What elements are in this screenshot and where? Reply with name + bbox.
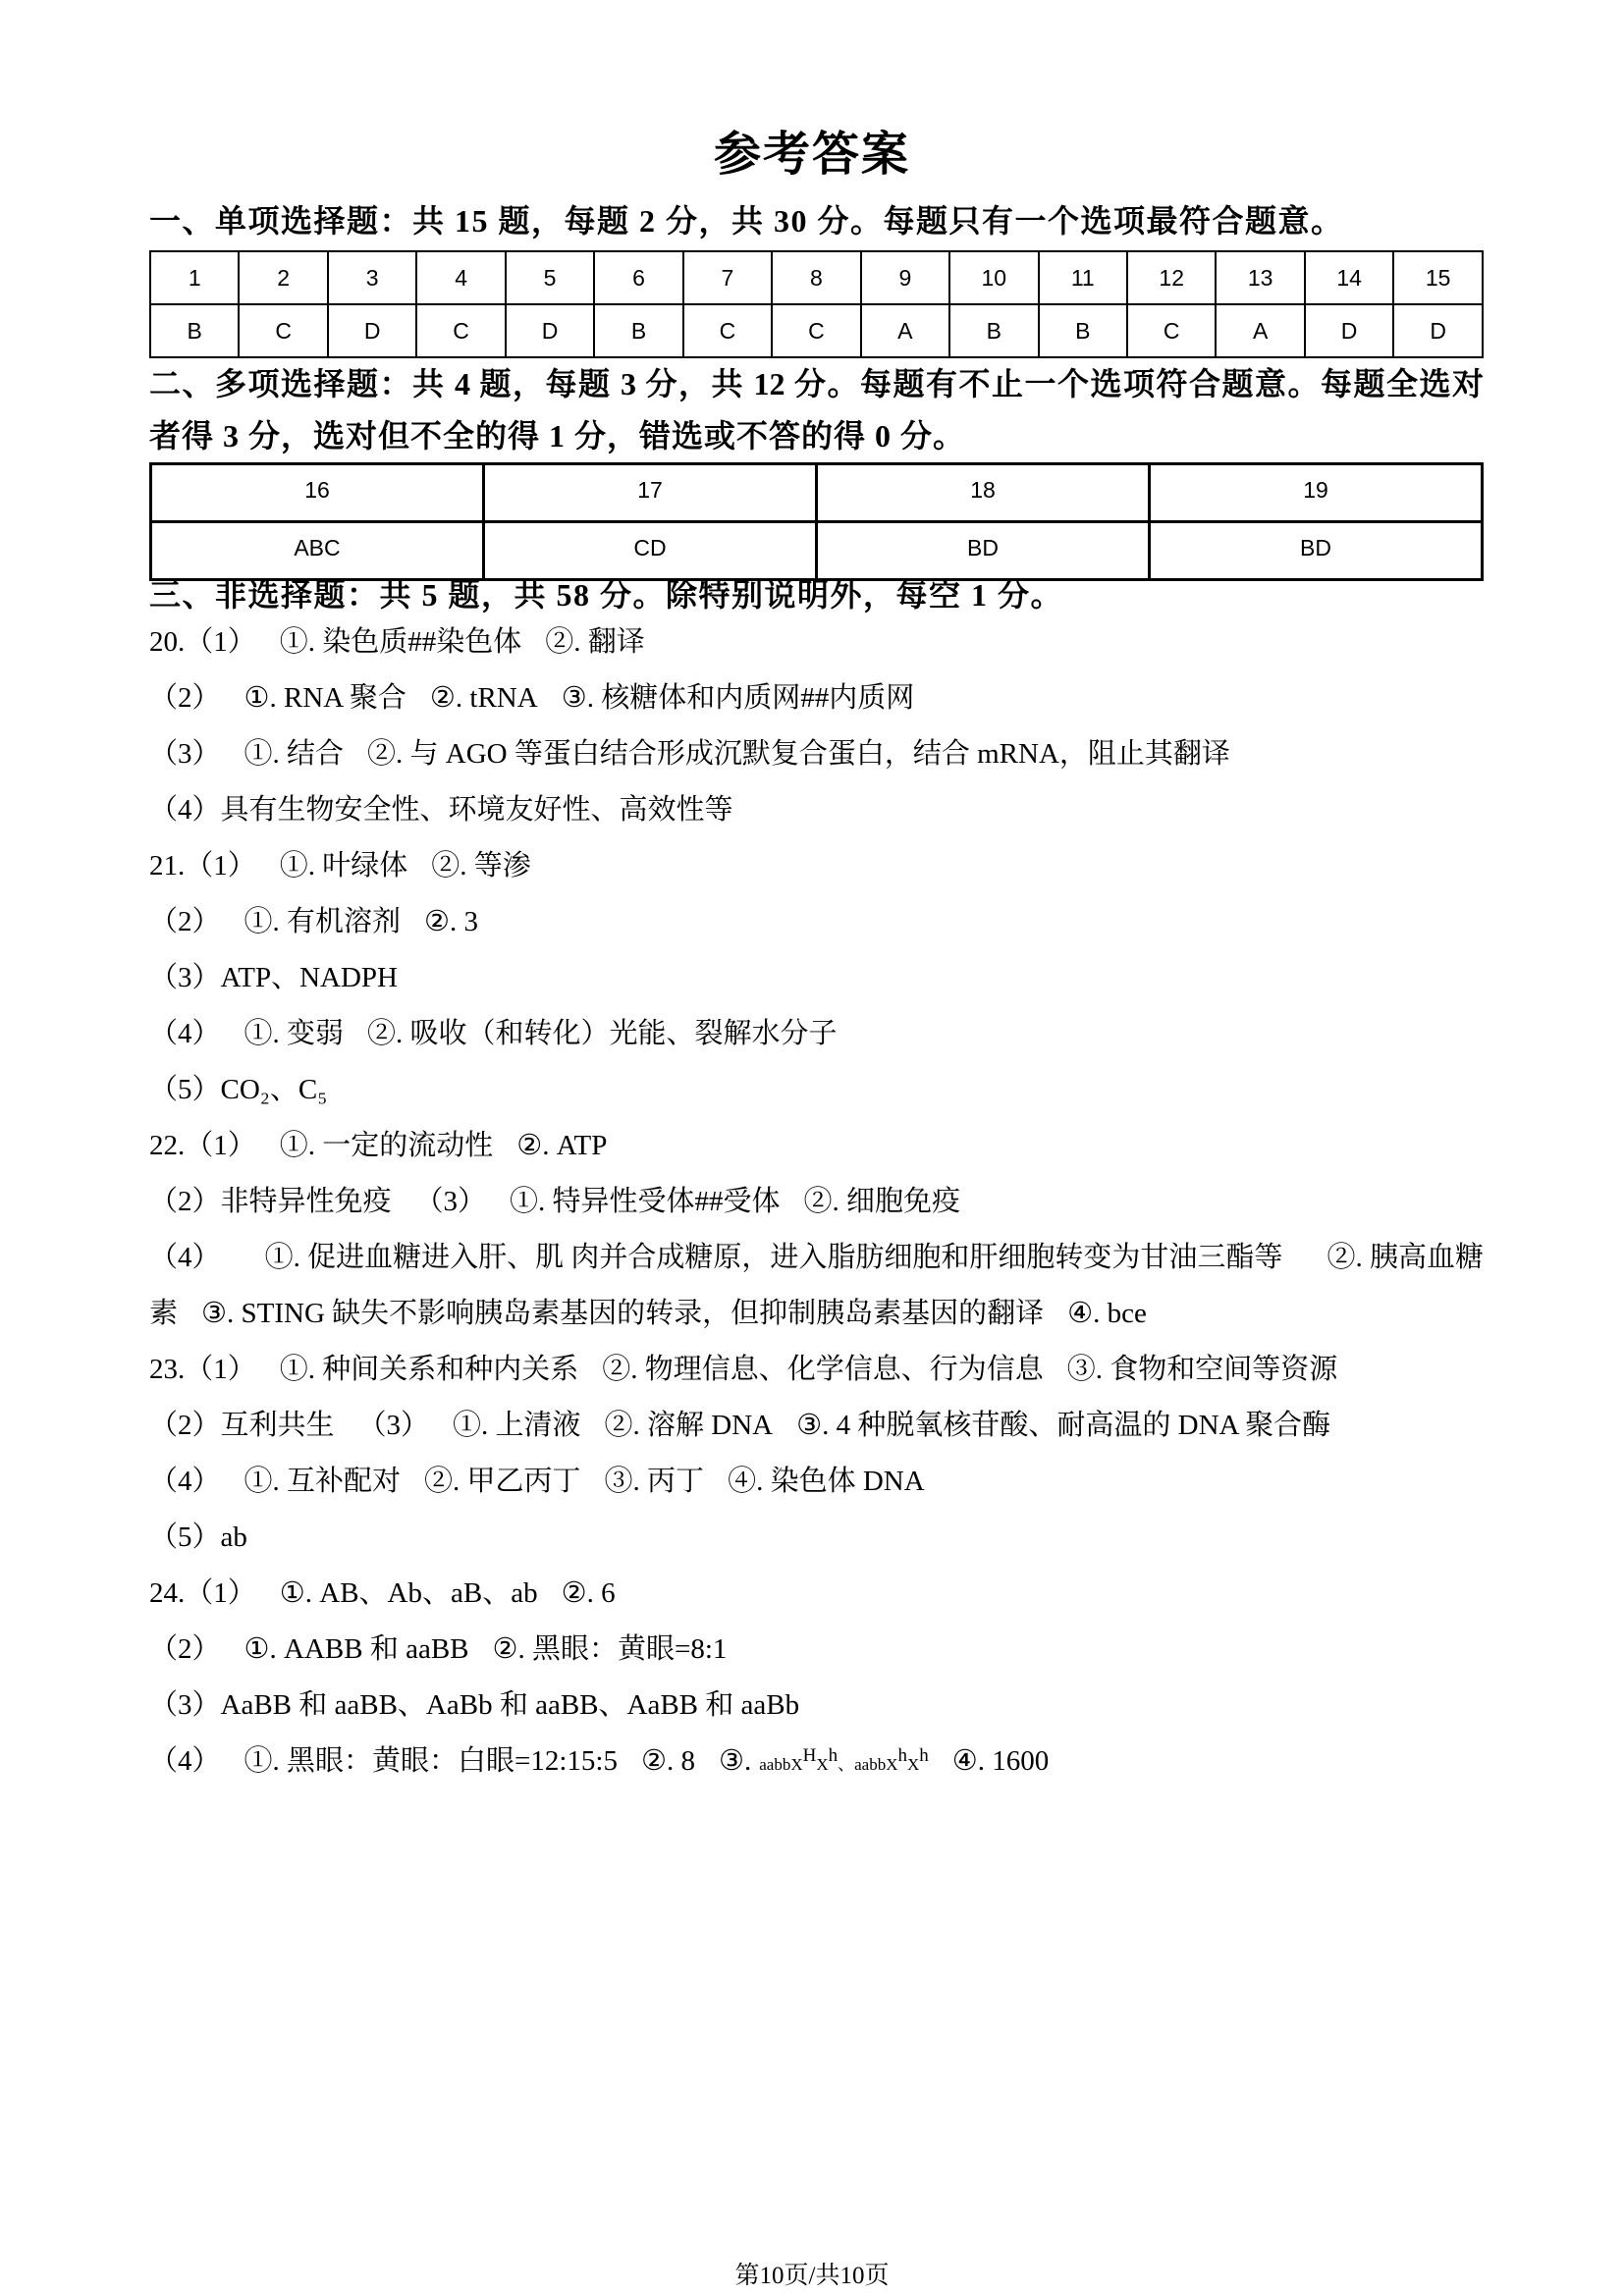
answer-item: ②. 翻译 <box>545 626 645 658</box>
answer-item: （4） <box>149 1242 221 1273</box>
answer-cell: D <box>328 304 416 357</box>
answer-item: ①. 互补配对 <box>244 1466 402 1497</box>
single-choice-answer-table <box>149 250 1484 358</box>
genotype-base: X <box>907 1755 920 1774</box>
answer-line <box>149 1566 1484 1622</box>
answer-item: （3） <box>149 738 221 770</box>
answer-item: （2）互利共生 <box>149 1410 335 1441</box>
question-number: 16 <box>151 464 484 522</box>
answer-line <box>149 1230 1484 1286</box>
answer-line <box>149 1342 1484 1398</box>
answer-item: （4） <box>149 1466 221 1497</box>
answer-item: ①. 变弱 <box>244 1018 345 1049</box>
question-number: 11 <box>1039 251 1127 304</box>
answer-item: ②. 胰高血糖 <box>1326 1242 1484 1273</box>
genotype-allele: h <box>828 1745 839 1766</box>
answer-cell: B <box>1039 304 1127 357</box>
answer-item: （4）具有生物安全性、环境友好性、高效性等 <box>149 794 733 826</box>
question-number-row <box>151 464 1483 522</box>
answer-line <box>149 1622 1484 1678</box>
answer-item: ④. 染色体 DNA <box>728 1466 925 1497</box>
question-number: 15 <box>1393 251 1483 304</box>
answer-cell: C <box>772 304 860 357</box>
answer-item: ④. bce <box>1067 1298 1147 1329</box>
answer-line <box>149 782 1484 838</box>
answer-item: ①. 一定的流动性 <box>279 1130 494 1161</box>
answer-line <box>149 1118 1484 1174</box>
section-2-heading-line: 二、多项选择题：共 4 题，每题 3 分，共 12 分。每题有不止一个选项符合题意。每题全选对 <box>149 366 1484 401</box>
answer-item: （2）非特异性免疫 <box>149 1186 392 1217</box>
section-2-heading <box>149 358 1484 462</box>
answer-item: 24.（1） <box>149 1577 256 1609</box>
answer-cell: C <box>683 304 772 357</box>
answer-line <box>149 726 1484 782</box>
answer-row <box>150 304 1483 357</box>
answer-cell: C <box>416 304 505 357</box>
answer-item: ②. 溶解 DNA <box>604 1410 774 1441</box>
answer-cell: BD <box>817 522 1150 580</box>
answer-item: ③. 丙丁 <box>604 1466 705 1497</box>
answer-item: ②. ATP <box>516 1130 608 1161</box>
answer-item: ④. 1600 <box>951 1745 1050 1777</box>
genotype-answer <box>759 1745 929 1774</box>
multiple-choice-answer-table <box>149 462 1484 581</box>
question-number: 2 <box>239 251 327 304</box>
question-number: 13 <box>1216 251 1304 304</box>
answer-item: ①. 结合 <box>244 738 345 770</box>
answer-item: ②. 甲乙丙丁 <box>424 1466 581 1497</box>
answer-item: ①. 上清液 <box>453 1410 581 1441</box>
answer-item: （2） <box>149 1633 221 1665</box>
answer-item: ①. AABB 和 aaBB <box>244 1633 469 1665</box>
question-number: 10 <box>949 251 1038 304</box>
answer-line <box>149 1510 1484 1566</box>
answer-line <box>149 1398 1484 1454</box>
genotype-allele: h <box>919 1745 929 1766</box>
genotype-base: X <box>816 1755 829 1774</box>
answer-line <box>149 1174 1484 1230</box>
answer-line <box>149 894 1484 950</box>
answer-cell: C <box>239 304 327 357</box>
answer-item: （3） <box>414 1186 487 1217</box>
answer-item: ②. tRNA <box>429 682 538 714</box>
answer-item: （4） <box>149 1018 221 1049</box>
answer-cell: CD <box>484 522 817 580</box>
answer-item: ①. 染色质##染色体 <box>279 626 522 658</box>
answer-line <box>149 1454 1484 1510</box>
answer-line <box>149 950 1484 1006</box>
answer-item: ①. AB、Ab、aB、ab <box>279 1577 538 1609</box>
answer-cell: BD <box>1150 522 1483 580</box>
question-number: 1 <box>150 251 239 304</box>
answer-line <box>149 670 1484 726</box>
answer-item: ②. 吸收（和转化）光能、裂解水分子 <box>367 1018 838 1049</box>
answer-item: ①. 有机溶剂 <box>244 906 402 937</box>
page-title: 参考答案 <box>713 129 910 181</box>
section-1-heading: 一、单项选择题：共 15 题，每题 2 分，共 30 分。每题只有一个选项最符合题意。 <box>149 203 1344 239</box>
answer-line <box>149 1286 1484 1342</box>
page-footer: 第10页/共10页 <box>734 2263 890 2289</box>
answer-item: ②. 6 <box>561 1577 616 1609</box>
section-2-heading-line: 者得 3 分，选对但不全的得 1 分，错选或不答的得 0 分。 <box>149 418 966 454</box>
answer-item: ①. RNA 聚合 <box>244 682 406 714</box>
question-number: 14 <box>1305 251 1393 304</box>
answer-item: （5）ab <box>149 1522 247 1553</box>
genotype-allele: H <box>802 1745 817 1766</box>
answer-item: ②. 3 <box>424 906 479 937</box>
answer-item: ②. 物理信息、化学信息、行为信息 <box>602 1354 1044 1385</box>
question-number: 17 <box>484 464 817 522</box>
answer-line <box>149 1062 1484 1118</box>
question-number: 5 <box>506 251 594 304</box>
answer-cell: A <box>1216 304 1304 357</box>
answer-cell: B <box>150 304 239 357</box>
answer-line <box>149 1678 1484 1734</box>
question-number: 9 <box>861 251 949 304</box>
answer-item: 22.（1） <box>149 1130 256 1161</box>
answer-line <box>149 614 1484 670</box>
answer-item: 20.（1） <box>149 626 256 658</box>
answer-item: ①. 促进血糖进入肝、肌 肉并合成糖原，进入脂肪细胞和肝细胞转变为甘油三酯等 <box>264 1242 1283 1273</box>
question-number-row <box>150 251 1483 304</box>
answer-item: ③. 食物和空间等资源 <box>1066 1354 1338 1385</box>
answer-item: ①. 叶绿体 <box>279 850 408 881</box>
answer-item: （5）CO₂、C₅ <box>149 1074 328 1105</box>
question-number: 3 <box>328 251 416 304</box>
free-response-answers <box>149 614 1484 1789</box>
answer-line <box>149 838 1484 894</box>
question-number: 18 <box>817 464 1150 522</box>
answer-item: ③. STING 缺失不影响胰岛素基因的转录，但抑制胰岛素基因的翻译 <box>201 1298 1045 1329</box>
answer-item: （3）ATP、NADPH <box>149 962 398 993</box>
answer-item: ①. 特异性受体##受体 <box>510 1186 781 1217</box>
answer-item: ②. 8 <box>641 1745 695 1777</box>
question-number: 12 <box>1127 251 1216 304</box>
answer-cell: A <box>861 304 949 357</box>
answer-item: ②. 细胞免疫 <box>803 1186 961 1217</box>
answer-item: ③. 核糖体和内质网##内质网 <box>561 682 915 714</box>
answer-cell: D <box>1305 304 1393 357</box>
answer-item: （3） <box>357 1410 430 1441</box>
answer-cell: D <box>506 304 594 357</box>
question-number: 4 <box>416 251 505 304</box>
answer-item: 23.（1） <box>149 1354 256 1385</box>
answer-cell: C <box>1127 304 1216 357</box>
question-number: 19 <box>1150 464 1483 522</box>
answer-item: ②. 与 AGO 等蛋白结合形成沉默复合蛋白，结合 mRNA，阻止其翻译 <box>367 738 1230 770</box>
answer-item: （3）AaBB 和 aaBB、AaBb 和 aaBB、AaBB 和 aaBb <box>149 1689 800 1721</box>
answer-item: 21.（1） <box>149 850 256 881</box>
section-3-heading: 三、非选择题：共 5 题，共 58 分。除特别说明外，每空 1 分。 <box>149 577 1064 613</box>
answer-line <box>149 1006 1484 1062</box>
answer-cell: B <box>594 304 682 357</box>
genotype-base: 、aabbX <box>838 1755 898 1774</box>
answer-item: ②. 黑眼：黄眼=8:1 <box>492 1633 728 1665</box>
answer-item: ①. 种间关系和种内关系 <box>279 1354 579 1385</box>
answer-cell: D <box>1393 304 1483 357</box>
answer-item: ②. 等渗 <box>431 850 531 881</box>
answer-item: ③. <box>719 1745 752 1777</box>
answer-item: （2） <box>149 682 221 714</box>
answer-cell: ABC <box>151 522 484 580</box>
answer-cell: B <box>949 304 1038 357</box>
question-number: 6 <box>594 251 682 304</box>
answer-item: ①. 黑眼：黄眼：白眼=12:15:5 <box>244 1745 618 1777</box>
question-number: 8 <box>772 251 860 304</box>
question-number: 7 <box>683 251 772 304</box>
genotype-base: aabbX <box>759 1755 803 1774</box>
answer-item: ③. 4 种脱氧核苷酸、耐高温的 DNA 聚合酶 <box>796 1410 1331 1441</box>
answer-item: 素 <box>149 1298 179 1329</box>
answer-line <box>149 1734 1484 1789</box>
answer-item: （4） <box>149 1745 221 1777</box>
genotype-allele: h <box>897 1745 908 1766</box>
answer-item: （2） <box>149 906 221 937</box>
